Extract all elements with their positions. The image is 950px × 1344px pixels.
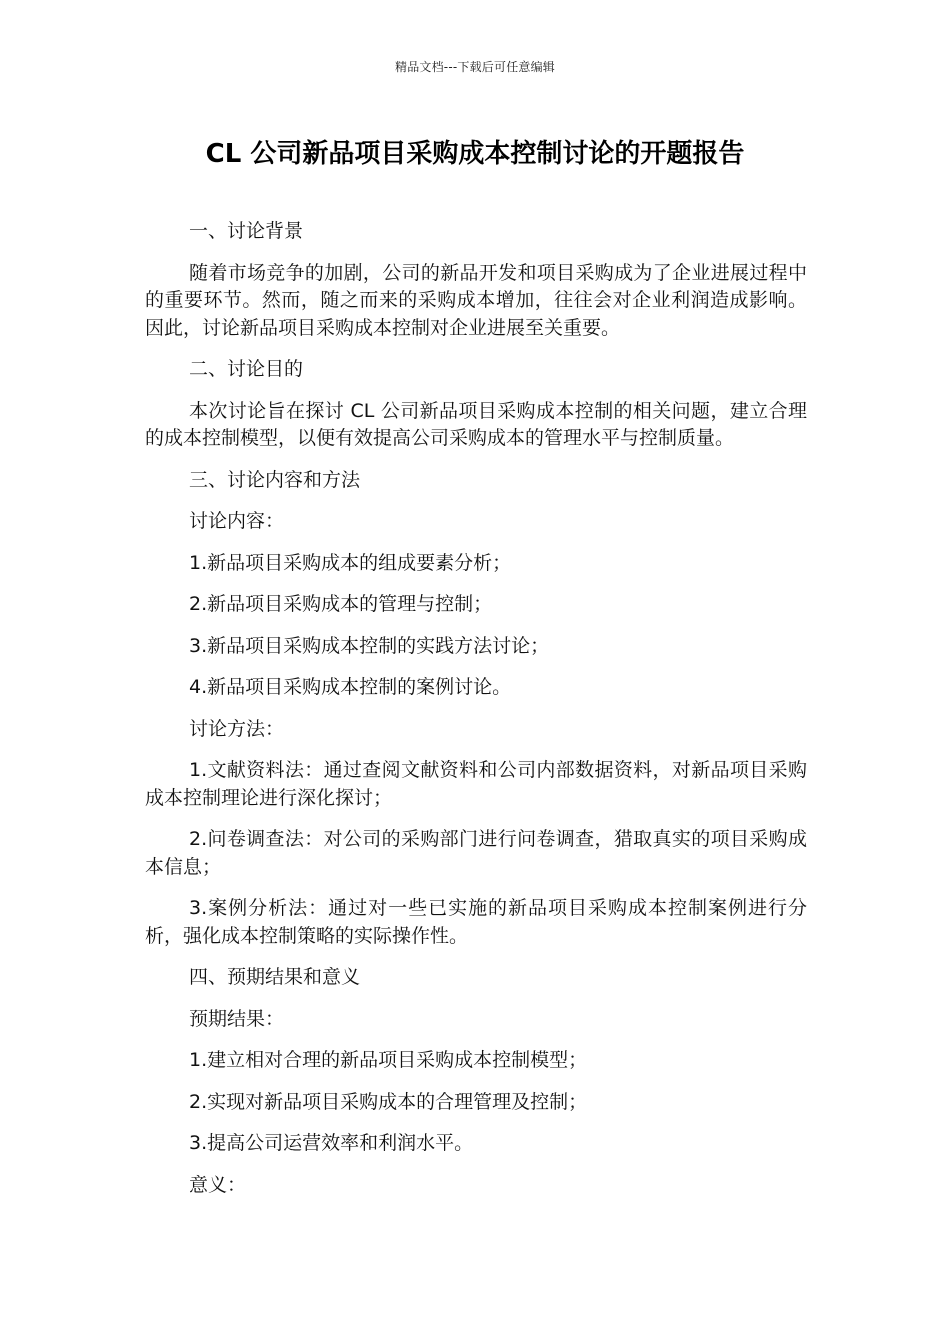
method-item-1: 1.文献资料法：通过查阅文献资料和公司内部数据资料，对新品项目采购成本控制理论进行深化探讨； [145, 759, 807, 809]
expected-item-2: 2.实现对新品项目采购成本的合理管理及控制； [189, 1090, 588, 1113]
method-label: 讨论方法： [189, 717, 285, 740]
section-heading-expected: 四、预期结果和意义 [189, 966, 361, 988]
expected-label: 预期结果： [189, 1007, 285, 1030]
method-item-3: 3.案例分析法：通过对一些已实施的新品项目采购成本控制案例进行分析，强化成本控制策略的实际操作性。 [145, 897, 807, 947]
section-heading-content-method: 三、讨论内容和方法 [189, 468, 361, 491]
background-paragraph: 随着市场竞争的加剧，公司的新品开发和项目采购成为了企业进展过程中的重要环节。然而，随之而来的采购成本增加，往往会对企业利润造成影响。因此，讨论新品项目采购成本控制对企业进展至关重要。 [145, 261, 807, 339]
expected-item-3: 3.提高公司运营效率和利润水平。 [189, 1132, 474, 1154]
document-body [145, 218, 807, 1213]
significance-label: 意义： [189, 1173, 247, 1196]
content-item-4: 4.新品项目采购成本控制的案例讨论。 [189, 676, 512, 698]
purpose-paragraph: 本次讨论旨在探讨 CL 公司新品项目采购成本控制的相关问题，建立合理的成本控制模型，以便有效提高公司采购成本的管理水平与控制质量。 [145, 399, 807, 449]
document-title: CL 公司新品项目采购成本控制讨论的开题报告 [205, 139, 745, 169]
content-item-3: 3.新品项目采购成本控制的实践方法讨论； [189, 634, 550, 657]
section-heading-purpose: 二、讨论目的 [189, 358, 304, 380]
expected-item-1: 1.建立相对合理的新品项目采购成本控制模型； [189, 1049, 588, 1071]
content-item-2: 2.新品项目采购成本的管理与控制； [189, 593, 493, 615]
content-item-1: 1.新品项目采购成本的组成要素分析； [189, 551, 512, 574]
method-item-2: 2.问卷调查法：对公司的采购部门进行问卷调查，猎取真实的项目采购成本信息； [145, 828, 807, 878]
header-note: 精品文档---下载后可任意编辑 [395, 60, 555, 74]
section-heading-background: 一、讨论背景 [189, 220, 304, 242]
content-label: 讨论内容： [189, 510, 285, 532]
